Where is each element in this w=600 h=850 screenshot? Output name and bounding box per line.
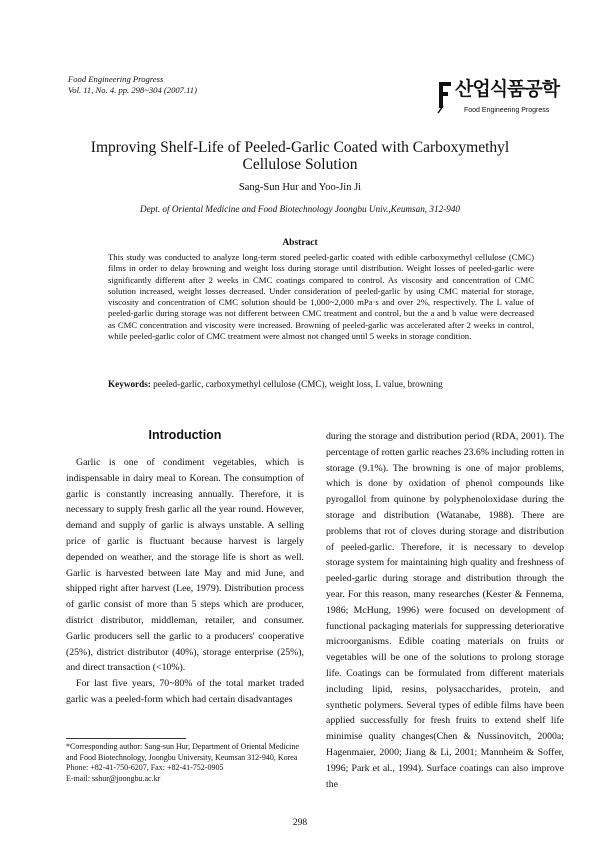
abstract-heading: Abstract xyxy=(282,238,318,248)
right-column xyxy=(326,429,564,792)
keywords-text: peeled-garlic, carboxymethyl cellulose (CMC), weight loss, L value, browning xyxy=(150,379,443,389)
authors: Sang-Sun Hur and Yoo-Jin Ji xyxy=(238,182,362,193)
intro-paragraph-right: during the storage and distribution period (RDA, 2001). The percentage of rotten garlic reaches 23.6% including rotten in storage (9.1%). The browning is one of major problems, which is done by oxidation of phenol compounds like pyrogallol from quinone by polyphenoloxidase during the storage and distribution (Watanabe, 1988). There are problems that rot of cloves during storage and distribution of peeled-garlic. Therefore, it is necessary to develop storage system for maintaining high quality and freshness of peeled-garlic during storage and distribution through the year. For this reason, many researches (Kester & Fennema, 1986; McHung, 1996) were focused on development of functional packaging materials for suppressing deteriorative microorganisms. Edible coating materials on fruits or vegetables will be one of the solutions to prolong storage life. Coatings can be formulated from different materials including lipid, resins, polysaccharides, protein, and synthetic polymers. Several types of edible films have been applied successfully for fresh fruits to extend shelf life minimise quality changes(Chen & Nussinovitch, 2000a; Hagenmaier, 2000; Jiang & Li, 2001; Mannheim & Soffer, 1996; Park et al., 1994). Surface coatings can also improve the xyxy=(326,431,564,790)
paper-title: Improving Shelf-Life of Peeled-Garlic Coated with Carboxymethyl Cellulose Solution xyxy=(90,139,510,173)
footnote-divider xyxy=(66,738,186,739)
page-number: 298 xyxy=(292,818,308,828)
journal-volume: Vol. 11, No. 4. pp. 298~304 (2007.11) xyxy=(68,84,197,95)
keywords xyxy=(108,379,534,389)
footnote-author: *Corresponding author: Sang-sun Hur, Department of Oriental Medicine and Food Biotechnology, Joongbu University, Keumsan 312-940, Korea xyxy=(66,742,299,762)
left-column xyxy=(66,427,304,708)
journal-logo xyxy=(437,78,560,120)
journal-name: Food Engineering Progress xyxy=(68,74,164,84)
affiliation: Dept. of Oriental Medicine and Food Biotechnology Joongbu Univ.,Keumsan, 312-940 xyxy=(139,204,461,214)
intro-paragraph-2: For last five years, 70~80% of the total market traded garlic was a peeled-form which had certain disadvantages xyxy=(66,678,304,705)
logo-english-text: Food Engineering Progress xyxy=(464,107,550,114)
introduction-heading: Introduction xyxy=(148,428,222,442)
journal-header xyxy=(68,74,197,95)
footnote xyxy=(66,742,304,784)
keywords-label: Keywords: xyxy=(108,379,151,389)
footnote-phone: Phone: +82-41-750-6207, Fax: +82-41-752-0905 xyxy=(66,763,224,772)
logo-mark-icon xyxy=(437,80,453,114)
footnote-email: E-mail: sshur@joongbu.ac.kr xyxy=(66,773,161,783)
abstract-text: This study was conducted to analyze long-term stored peeled-garlic coated with edible carboxymethyl cellulose (CMC) films in order to delay browning and weight loss during storage until distribution. Weight losses of peeled-garlic were significantly different after 2 weeks in CMC coatings compared to control. As viscosity and concentration of CMC solution increased, weight losses decreased. Under consideration of peeled-garlic by using CMC material for storage, viscosity and concentration of CMC solution should be 1,000~2,000 mPa·s and over 2%, respectively. The L value of peeled-garlic during storage was not different between CMC treatment and control, but the a and b value were decreased as CMC concentration and viscosity were increased. Browning of peeled-garlic was accelerated after 2 weeks in control, while peeled-garlic color of CMC treatment were almost not changed until 5 weeks in storage condition. xyxy=(108,252,534,342)
logo-korean-text: 산업식품공학 xyxy=(455,78,560,100)
intro-paragraph-1: Garlic is one of condiment vegetables, which is indispensable in dairy meal to Korean. The consumption of garlic is constantly increasing annually. Therefore, it is necessary to supply fresh garlic all the year round. However, demand and supply of garlic is always unstable. A selling price of garlic is fluctuant because harvest is largely depended on weather, and the storage life is short as well. Garlic is harvested between late May and mid June, and shipped right after harvest (Lee, 1979). Distribution process of garlic consist of more than 5 steps which are producer, district distributor, middleman, retailer, and consumer. Garlic producers sell the garlic to a producers' cooperative (25%), district distributor (40%), storage enterprise (25%), and direct transaction (<10%). xyxy=(66,457,304,674)
